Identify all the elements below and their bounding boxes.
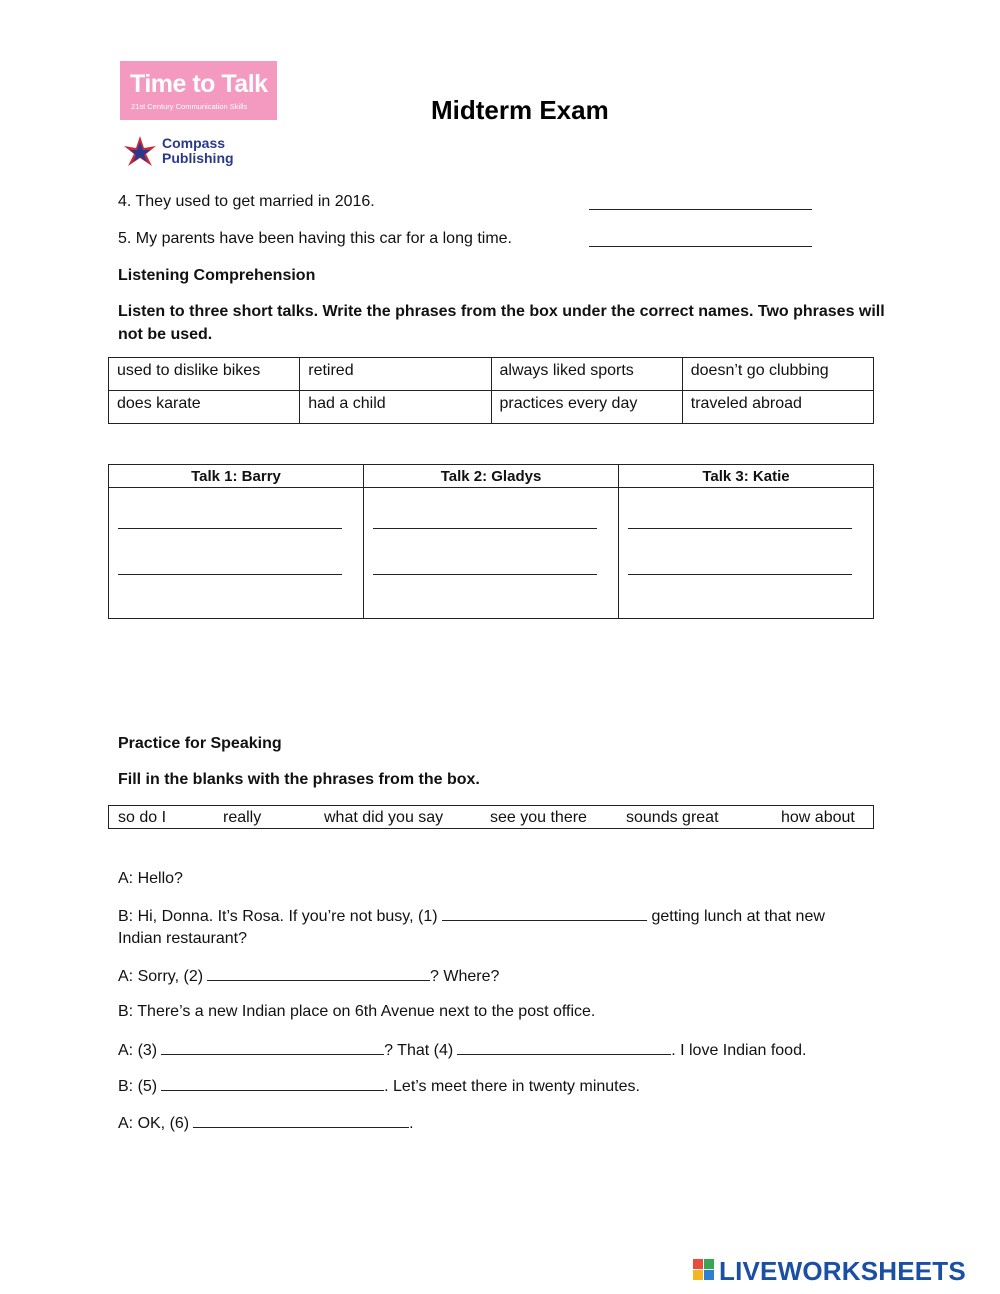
phrase-row xyxy=(109,391,874,424)
page-title: Midterm Exam xyxy=(431,95,609,125)
phrase-item: what did you say xyxy=(324,809,444,826)
phrase-cell: retired xyxy=(300,358,491,391)
phrase-item: how about xyxy=(781,809,855,826)
phrase-cell: practices every day xyxy=(491,391,682,424)
dialogue-line-6: B: (5) . Let’s meet there in twenty minutes. xyxy=(118,1078,640,1095)
listening-heading: Listening Comprehension xyxy=(118,267,316,284)
answer-blank[interactable] xyxy=(118,574,342,575)
blank-4[interactable] xyxy=(457,1040,671,1055)
talk-1-header: Talk 1: Barry xyxy=(109,465,364,488)
dialogue-line-4: B: There’s a new Indian place on 6th Avenue next to the post office. xyxy=(118,1003,596,1020)
answer-blank-5[interactable] xyxy=(589,246,812,247)
speaking-phrase-box xyxy=(108,805,874,829)
blank-5[interactable] xyxy=(161,1076,384,1091)
talk-2-header: Talk 2: Gladys xyxy=(364,465,619,488)
dialogue-line-1: A: Hello? xyxy=(118,870,183,887)
phrase-cell: does karate xyxy=(109,391,300,424)
answer-blank[interactable] xyxy=(628,574,852,575)
speaking-heading: Practice for Speaking xyxy=(118,735,282,752)
phrase-cell: traveled abroad xyxy=(682,391,873,424)
talk-2-answers xyxy=(364,488,619,619)
dialogue-line-3: A: Sorry, (2) ? Where? xyxy=(118,968,500,985)
phrase-item: really xyxy=(223,809,262,826)
phrase-item: so do I xyxy=(118,809,167,826)
time-to-talk-logo xyxy=(120,61,277,120)
dialogue-line-5: A: (3) ? That (4) . I love Indian food. xyxy=(118,1042,807,1059)
phrase-cell: used to dislike bikes xyxy=(109,358,300,391)
answer-blank[interactable] xyxy=(628,528,852,529)
dialogue-line-2: B: Hi, Donna. It’s Rosa. If you’re not busy, (1) getting lunch at that new xyxy=(118,908,825,925)
liveworksheets-icon xyxy=(693,1259,715,1281)
talks-answer-table xyxy=(108,464,874,619)
phrase-item: sounds great xyxy=(626,809,719,826)
blank-6[interactable] xyxy=(193,1113,409,1128)
blank-3[interactable] xyxy=(161,1040,384,1055)
talk-3-answers xyxy=(619,488,874,619)
compass-star-icon xyxy=(122,134,158,168)
speaking-instruction: Fill in the blanks with the phrases from the box. xyxy=(118,771,480,788)
question-5: 5. My parents have been having this car for a long time. xyxy=(118,230,512,247)
compass-publishing-logo xyxy=(122,134,242,170)
phrase-box-table xyxy=(108,357,874,424)
answer-blank[interactable] xyxy=(118,528,342,529)
answer-blank[interactable] xyxy=(373,574,597,575)
listening-instruction-2: not be used. xyxy=(118,326,213,343)
listening-instruction-1: Listen to three short talks. Write the phrases from the box under the correct names. Two phrases will xyxy=(118,303,885,320)
answer-blank-4[interactable] xyxy=(589,209,812,210)
phrase-cell: doesn’t go clubbing xyxy=(682,358,873,391)
phrase-item: see you there xyxy=(490,809,587,826)
dialogue-line-7: A: OK, (6) . xyxy=(118,1115,414,1132)
blank-1[interactable] xyxy=(442,906,647,921)
blank-2[interactable] xyxy=(207,966,430,981)
logo-title: Time to Talk xyxy=(130,70,268,98)
phrase-cell: always liked sports xyxy=(491,358,682,391)
question-4: 4. They used to get married in 2016. xyxy=(118,193,375,210)
talk-3-header: Talk 3: Katie xyxy=(619,465,874,488)
answer-blank[interactable] xyxy=(373,528,597,529)
liveworksheets-wordmark: LIVEWORKSHEETS xyxy=(719,1256,966,1286)
dialogue-line-2-cont: Indian restaurant? xyxy=(118,930,247,947)
phrase-cell: had a child xyxy=(300,391,491,424)
publisher-name: Compass Publishing xyxy=(162,135,234,166)
phrase-row xyxy=(109,358,874,391)
talk-1-answers xyxy=(109,488,364,619)
logo-subtitle: 21st Century Communication Skills xyxy=(131,102,248,111)
